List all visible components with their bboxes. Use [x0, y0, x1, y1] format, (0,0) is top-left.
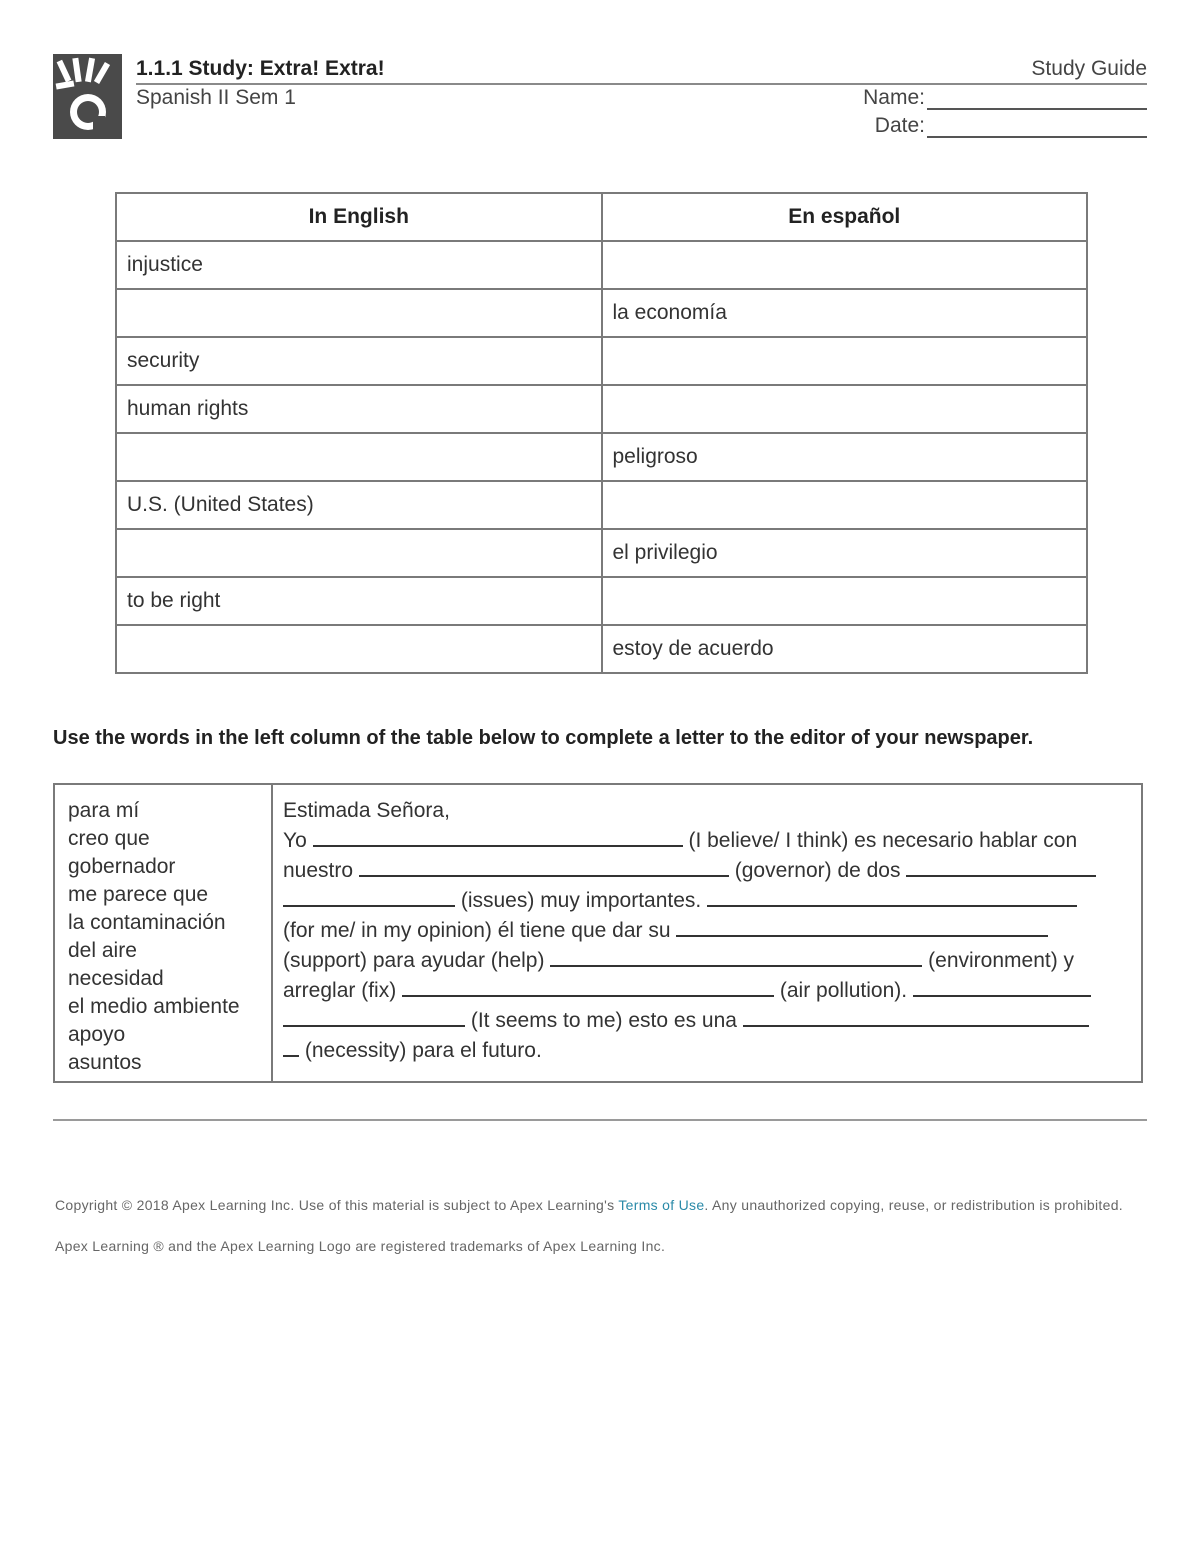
spanish-cell[interactable] — [602, 241, 1088, 289]
letter-text: (I believe/ I think) es necesario hablar con — [688, 829, 1078, 852]
spanish-cell[interactable] — [602, 481, 1088, 529]
blank-line[interactable] — [283, 885, 455, 907]
table-row — [116, 385, 1087, 433]
blank-line[interactable] — [359, 855, 729, 877]
letter-text: (issues) muy importantes. — [460, 889, 702, 912]
letter-text: (support) para ayudar (help) — [283, 949, 545, 972]
date-label: Date: — [874, 114, 925, 137]
vocabulary-table — [115, 192, 1088, 674]
spanish-cell[interactable] — [602, 337, 1088, 385]
table-row — [116, 241, 1087, 289]
letter-line — [283, 975, 1133, 1005]
word-bank-item: asuntos — [68, 1051, 142, 1074]
copyright-notice — [55, 1185, 1145, 1267]
letter-text: (governor) de dos — [734, 859, 901, 882]
table-header-row — [116, 193, 1087, 241]
footer-divider — [53, 1119, 1147, 1121]
english-cell[interactable] — [116, 433, 602, 481]
word-bank-item: necesidad — [68, 967, 164, 990]
letter-text: (air pollution). — [779, 979, 908, 1002]
blank-line[interactable] — [283, 1035, 299, 1057]
table-row — [116, 337, 1087, 385]
word-bank-item: del aire — [68, 939, 137, 962]
blank-line[interactable] — [743, 1005, 1089, 1027]
word-bank-item: creo que — [68, 827, 150, 850]
word-bank-item: la contaminación — [68, 911, 226, 934]
spanish-cell[interactable]: peligroso — [602, 433, 1088, 481]
spanish-cell[interactable]: la economía — [602, 289, 1088, 337]
spanish-cell[interactable] — [602, 577, 1088, 625]
header-divider — [136, 83, 1147, 85]
letter-line — [283, 825, 1133, 855]
english-cell[interactable]: U.S. (United States) — [116, 481, 602, 529]
letter-text: nuestro — [283, 859, 354, 882]
blank-line[interactable] — [676, 915, 1048, 937]
instructions: Use the words in the left column of the table below to complete a letter to the editor of your newspaper. — [53, 727, 1034, 749]
letter-text: (necessity) para el futuro. — [304, 1039, 542, 1062]
word-bank-item: apoyo — [68, 1023, 126, 1046]
word-bank — [55, 785, 273, 1081]
table-row — [116, 529, 1087, 577]
date-field[interactable] — [875, 114, 1147, 138]
table-row — [116, 289, 1087, 337]
word-bank-item: para mí — [68, 799, 140, 822]
letter-text: (for me/ in my opinion) él tiene que dar su — [283, 919, 671, 942]
table-row — [116, 625, 1087, 673]
blank-line[interactable] — [707, 885, 1077, 907]
letter-line — [283, 915, 1133, 945]
word-bank-item: el medio ambiente — [68, 995, 240, 1018]
document-type-label: Study Guide — [1031, 57, 1147, 80]
blank-line[interactable] — [550, 945, 922, 967]
word-bank-item: me parece que — [68, 883, 209, 906]
english-cell[interactable]: to be right — [116, 577, 602, 625]
letter-line — [283, 945, 1133, 975]
blank-line[interactable] — [913, 975, 1091, 997]
letter-text: Yo — [283, 829, 307, 852]
course-name: Spanish II Sem 1 — [136, 86, 296, 109]
blank-line[interactable] — [402, 975, 774, 997]
letter-text: (environment) y — [928, 949, 1075, 972]
letter-exercise — [53, 783, 1143, 1083]
name-line[interactable] — [927, 88, 1147, 110]
blank-line[interactable] — [313, 825, 683, 847]
date-line[interactable] — [927, 116, 1147, 138]
english-cell[interactable] — [116, 625, 602, 673]
page-title: 1.1.1 Study: Extra! Extra! — [136, 57, 385, 80]
letter-line — [283, 855, 1133, 885]
letter-text: arreglar (fix) — [283, 979, 397, 1002]
english-cell[interactable]: injustice — [116, 241, 602, 289]
spanish-cell[interactable]: estoy de acuerdo — [602, 625, 1088, 673]
english-cell[interactable] — [116, 289, 602, 337]
table-row — [116, 433, 1087, 481]
blank-line[interactable] — [283, 1005, 465, 1027]
letter-line — [283, 885, 1133, 915]
english-cell[interactable]: security — [116, 337, 602, 385]
name-label: Name: — [863, 86, 925, 109]
table-row — [116, 481, 1087, 529]
letter-greeting: Estimada Señora, — [283, 799, 450, 822]
blank-line[interactable] — [906, 855, 1096, 877]
english-cell[interactable] — [116, 529, 602, 577]
terms-of-use-link[interactable]: Terms of Use — [618, 1197, 705, 1213]
english-cell[interactable]: human rights — [116, 385, 602, 433]
letter-body — [273, 785, 1141, 1081]
apex-learning-logo-icon — [53, 54, 122, 139]
word-bank-item: gobernador — [68, 855, 176, 878]
copyright-text: Copyright © 2018 Apex Learning Inc. Use of this material is subject to Apex Learning's — [55, 1197, 619, 1213]
table-row — [116, 577, 1087, 625]
column-header-english: In English — [116, 193, 602, 241]
spanish-cell[interactable]: el privilegio — [602, 529, 1088, 577]
column-header-spanish: En español — [602, 193, 1088, 241]
name-field[interactable] — [863, 86, 1147, 110]
copyright-text: . Any unauthorized copying, reuse, or redistribution is prohibited. Apex Learning ® and the Apex Learning Logo are registered trademarks of Apex Learning Inc. — [55, 1197, 1123, 1254]
spanish-cell[interactable] — [602, 385, 1088, 433]
letter-text: (It seems to me) esto es una — [470, 1009, 737, 1032]
letter-line — [283, 1005, 1133, 1035]
letter-line — [283, 1035, 1133, 1065]
